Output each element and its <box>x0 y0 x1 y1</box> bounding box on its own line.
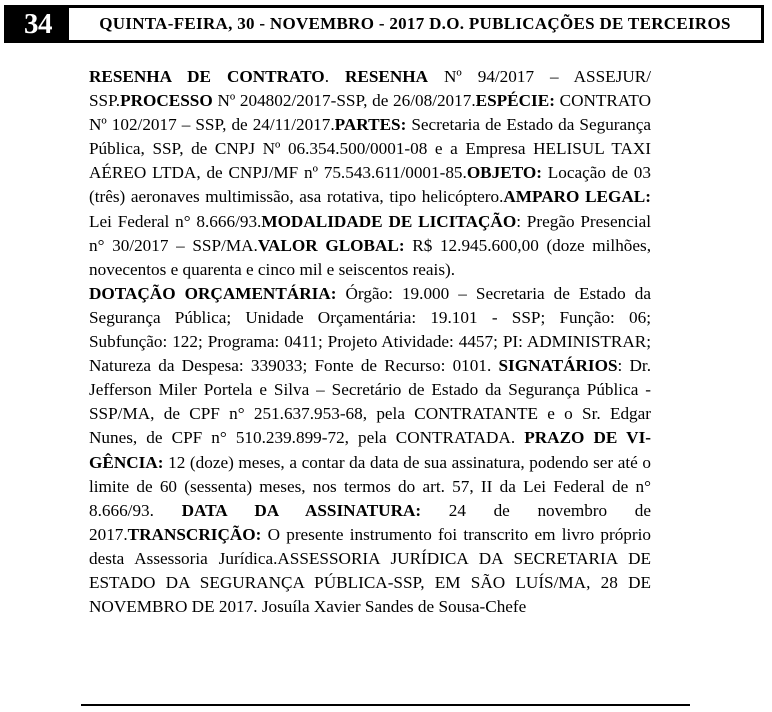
value-partes: Secretaria de Estado da Segurança Pública, SSP, de CNPJ Nº 06.354.500/0001-08 e a Empresa HELISUL TAXI AÉREO LTDA, de CNPJ/MF nº 75.543.611/0001-85. <box>89 115 651 183</box>
value-dotacao: Órgão: 19.000 – Secretaria de Estado da Segurança Pública; Unidade Orçamentária: 19.101 - SSP; Função: 06; Subfunção: 122; Programa: 0411; Projeto Atividade: 4457; PI: ADMINISTRAR; Natureza da Despesa: 339033; Fonte de Recurso: 0101. <box>89 283 651 376</box>
label-resenha: RESENHA <box>344 67 429 86</box>
label-partes: PARTES: <box>334 115 407 135</box>
value-valor-global: R$ 12.945.600,00 (doze milhões, novecentos e quarenta e cinco mil e seiscentos reais). <box>89 235 651 279</box>
bottom-divider <box>81 704 690 706</box>
value-especie: CONTRATO Nº 102/2017 – SSP, de 24/11/2017. <box>89 91 651 135</box>
value-data-assinatura: 24 de novembro de 2017. <box>89 500 651 544</box>
label-dotacao: DOTAÇÃO ORÇAMENTÁRIA: <box>89 283 337 303</box>
label-especie: ESPÉCIE: <box>475 91 555 111</box>
value-prazo-vigencia: 12 (doze) meses, a contar da data de sua assinatura, podendo ser até o limite de 60 (sessenta) meses, nos termos do art. 57, II da Lei Federal de n° 8.666/93. <box>89 452 651 520</box>
value-transcricao: O presente instrumento foi transcrito em livro próprio desta Assessoria Jurídica.ASSESSORIA JURÍDICA DA SECRETARIA DE ESTADO DA SEGURANÇA PÚBLICA-SSP, EM SÃO LUÍS/MA, 28 DE NOVEMBRO DE 2017. Josuíla Xavier Sandes de Sousa-Chefe <box>89 524 651 617</box>
label-objeto: OBJETO: <box>466 163 542 183</box>
header-title: QUINTA-FEIRA, 30 - NOVEMBRO - 2017 D.O. PUBLICAÇÕES DE TERCEIROS <box>99 14 731 33</box>
value-resenha: Nº 94/2017 – ASSEJUR/ SSP. <box>89 67 652 111</box>
page-header <box>4 5 764 43</box>
label-transcricao: TRANSCRIÇÃO: <box>127 524 262 544</box>
heading-resenha-contrato: RESENHA DE CONTRATO <box>89 67 325 86</box>
label-processo: PROCESSO <box>120 91 213 111</box>
value-signatarios: : Dr. Jefferson Miler Portela e Silva – Secretário de Estado da Segurança Pública - SSP/MA, de CPF n° 251.637.953-68, pela CONTRATANTE e o Sr. Edgar Nunes, de CPF n° 510.239.899-72, pela CONTRATADA. <box>89 356 652 448</box>
label-modalidade: MODALIDADE DE LICITAÇÃO <box>261 211 517 231</box>
page-number: 34 <box>7 8 69 40</box>
label-signatarios: SIGNATÁRIOS <box>498 356 618 376</box>
label-amparo-legal: AMPARO LEGAL: <box>503 187 651 207</box>
value-objeto: Locação de 03 (três) aeronaves multimissão, asa rotativa, tipo helicóptero. <box>89 163 651 207</box>
contract-summary <box>89 65 651 619</box>
value-modalidade: : Pregão Presencial n° 30/2017 – SSP/MA. <box>89 211 651 255</box>
value-processo: Nº 204802/2017-SSP, de 26/08/2017. <box>212 91 476 111</box>
value-amparo-legal: Lei Federal n° 8.666/93. <box>89 211 262 231</box>
label-data-assinatura: DATA DA ASSINATURA: <box>181 500 422 520</box>
separator: . <box>324 67 345 86</box>
label-prazo-vigencia: PRAZO DE VIGÊNCIA: <box>89 428 651 472</box>
label-valor-global: VALOR GLOBAL: <box>257 235 405 255</box>
